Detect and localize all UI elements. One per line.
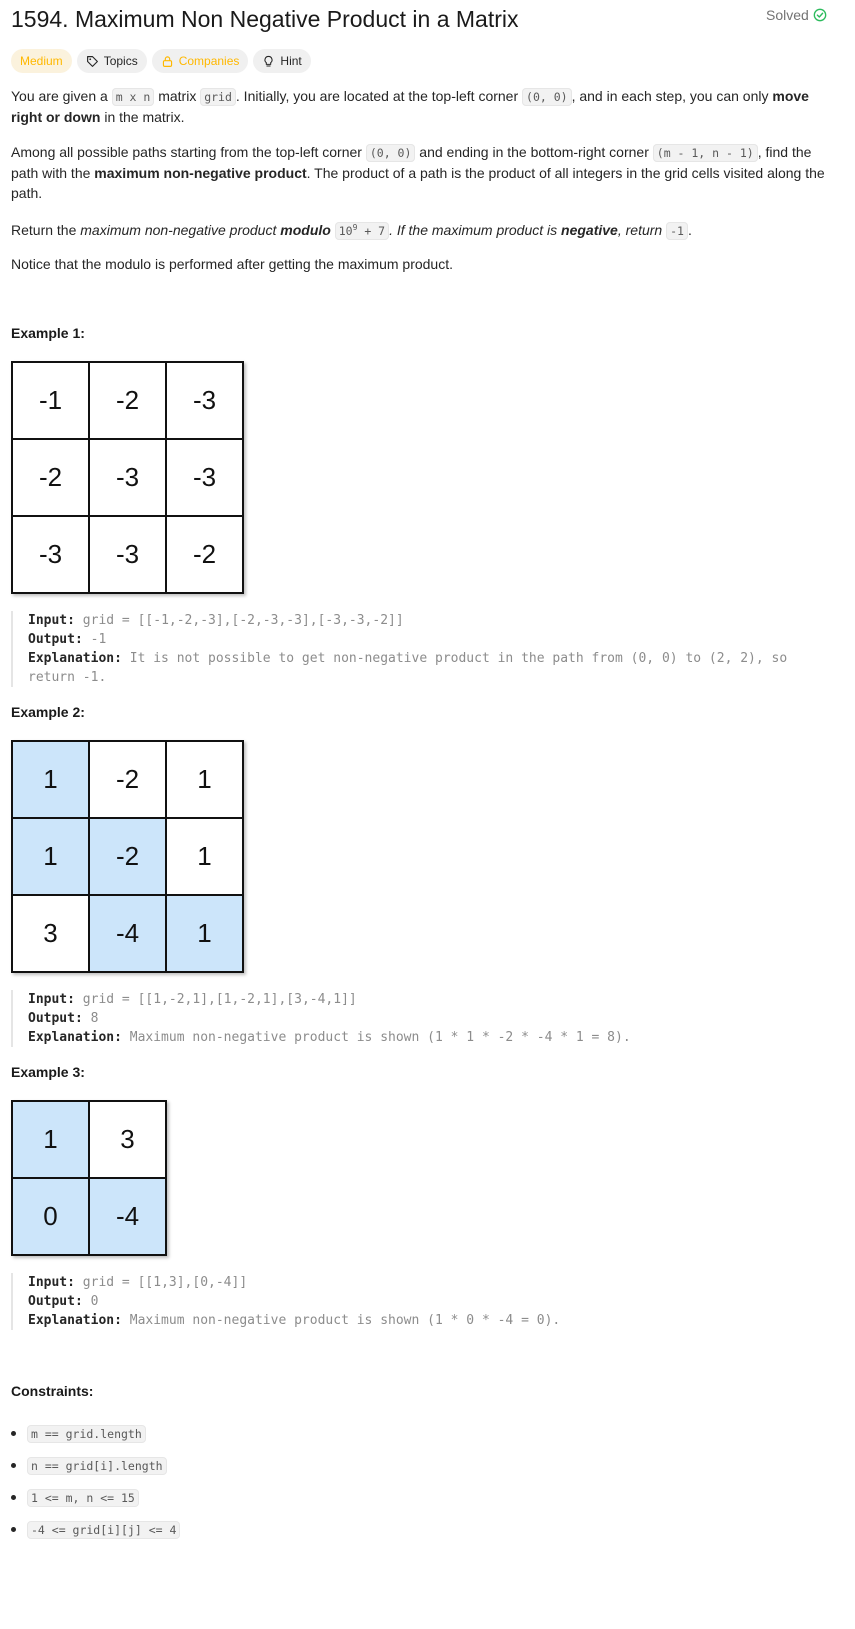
grid-row — [12, 439, 243, 516]
code-part: + 7 — [357, 223, 386, 238]
grid-cell: -1 — [12, 362, 89, 439]
hint-label: Hint — [280, 54, 302, 68]
explanation-label: Explanation: — [28, 651, 122, 666]
constraint-item — [11, 1514, 180, 1546]
grid-cell: 1 — [12, 1101, 89, 1178]
example-1-block — [11, 611, 811, 687]
constraint-item — [11, 1450, 180, 1482]
grid-cell: -4 — [89, 1178, 166, 1255]
inline-code: -1 — [666, 222, 688, 240]
inline-code: (m - 1, n - 1) — [653, 144, 758, 162]
explanation-value: Maximum non-negative product is shown (1 * 1 * -2 * -4 * 1 = 8). — [129, 1030, 631, 1045]
grid-cell: -3 — [89, 516, 166, 593]
grid-cell: -2 — [166, 516, 243, 593]
input-value: grid = [[1,-2,1],[1,-2,1],[3,-4,1]] — [82, 992, 357, 1007]
constraint-code: -4 <= grid[i][j] <= 4 — [27, 1521, 180, 1539]
example-1-explanation — [28, 649, 811, 687]
grid-row — [12, 741, 243, 818]
text: and ending in the bottom-right corner — [415, 144, 653, 160]
explanation-value: Maximum non-negative product is shown (1 * 0 * -4 = 0). — [129, 1313, 561, 1328]
lightbulb-icon — [262, 55, 275, 68]
text: matrix — [154, 88, 201, 104]
input-value: grid = [[1,3],[0,-4]] — [82, 1275, 248, 1290]
grid-cell: -4 — [89, 895, 166, 972]
example-1-output — [28, 630, 811, 649]
inline-code: (0, 0) — [366, 144, 416, 162]
check-circle-icon — [813, 8, 827, 22]
italic-text: . If the maximum product is — [389, 221, 562, 238]
grid-row — [12, 895, 243, 972]
constraints-list — [11, 1418, 180, 1546]
solved-label: Solved — [766, 7, 809, 23]
explanation-label: Explanation: — [28, 1313, 122, 1328]
grid-cell: 0 — [12, 1178, 89, 1255]
description-paragraph-4: Notice that the modulo is performed after getting the maximum product. — [11, 256, 453, 272]
text: Among all possible paths starting from the top-left corner — [11, 144, 366, 160]
input-value: grid = [[-1,-2,-3],[-2,-3,-3],[-3,-3,-2]] — [82, 613, 404, 628]
problem-title: 1594. Maximum Non Negative Product in a Matrix — [11, 6, 519, 32]
grid-cell: -3 — [166, 439, 243, 516]
example-1-title: Example 1: — [11, 325, 85, 341]
explanation-label: Explanation: — [28, 1030, 122, 1045]
companies-label: Companies — [178, 54, 240, 68]
superscript: 9 — [352, 223, 358, 232]
example-3-block — [11, 1273, 811, 1330]
text: . — [687, 221, 692, 238]
constraints-title: Constraints: — [11, 1383, 94, 1399]
example-2-explanation — [28, 1028, 811, 1047]
example-3-output — [28, 1292, 811, 1311]
text: . The product of a path is the product of all integers in the grid cells visited along the path. — [11, 165, 825, 201]
example-2-input — [28, 990, 811, 1009]
constraint-item — [11, 1482, 180, 1514]
output-value: -1 — [90, 632, 107, 647]
description-paragraph-2 — [11, 142, 831, 203]
input-label: Input: — [28, 613, 75, 628]
output-value: 0 — [90, 1294, 99, 1309]
example-2-title: Example 2: — [11, 704, 85, 720]
inline-code: m x n — [112, 88, 155, 106]
grid-row — [12, 1101, 166, 1178]
hint-button[interactable] — [253, 49, 310, 73]
grid-cell: 1 — [166, 741, 243, 818]
constraint-code: 1 <= m, n <= 15 — [27, 1489, 139, 1507]
topics-label: Topics — [103, 54, 138, 68]
inline-code: grid — [200, 88, 236, 106]
bold-text: move right or down — [11, 88, 809, 125]
example-3-grid — [11, 1100, 167, 1256]
grid-cell: -2 — [89, 818, 166, 895]
explanation-value: It is not possible to get non-negative product in the path from (0, 0) to (2, 2), so return -1. — [28, 651, 788, 685]
output-label: Output: — [28, 1294, 83, 1309]
example-3-title: Example 3: — [11, 1064, 85, 1080]
grid-row — [12, 362, 243, 439]
grid-cell: 1 — [12, 741, 89, 818]
description-paragraph-3 — [11, 218, 831, 241]
italic-text: maximum non-negative product — [80, 221, 281, 238]
tag-icon — [86, 55, 99, 68]
example-1-grid — [11, 361, 244, 594]
inline-code: (0, 0) — [522, 88, 572, 106]
solved-status — [766, 7, 827, 23]
example-2-grid — [11, 740, 244, 973]
text: . Initially, you are located at the top-left corner — [235, 88, 523, 104]
constraint-code: m == grid.length — [27, 1425, 146, 1443]
text: , find the path with the — [11, 144, 812, 181]
companies-button[interactable] — [152, 49, 249, 73]
text: , and in each step, you can only — [571, 88, 773, 104]
bold-italic-text: negative — [561, 221, 618, 238]
bold-text: maximum non-negative product — [94, 165, 307, 181]
output-label: Output: — [28, 1011, 83, 1026]
description-paragraph-1 — [11, 86, 831, 127]
grid-row — [12, 516, 243, 593]
example-2-output — [28, 1009, 811, 1028]
grid-row — [12, 1178, 166, 1255]
difficulty-badge — [11, 49, 72, 73]
text: You are given a — [11, 88, 112, 104]
grid-cell: 1 — [166, 895, 243, 972]
example-1-input — [28, 611, 811, 630]
bold-italic-text: modulo — [280, 221, 331, 238]
output-label: Output: — [28, 632, 83, 647]
example-3-explanation — [28, 1311, 811, 1330]
constraint-item — [11, 1418, 180, 1450]
grid-row — [12, 818, 243, 895]
grid-cell: 3 — [12, 895, 89, 972]
lock-icon — [161, 55, 174, 68]
grid-cell: -2 — [12, 439, 89, 516]
tag-bar — [11, 49, 311, 73]
grid-cell: -3 — [12, 516, 89, 593]
input-label: Input: — [28, 1275, 75, 1290]
topics-button[interactable] — [77, 49, 147, 73]
example-3-input — [28, 1273, 811, 1292]
text: Return the — [11, 221, 81, 238]
output-value: 8 — [90, 1011, 99, 1026]
constraint-code: n == grid[i].length — [27, 1457, 167, 1475]
grid-cell: -3 — [166, 362, 243, 439]
grid-cell: 3 — [89, 1101, 166, 1178]
grid-cell: 1 — [166, 818, 243, 895]
grid-cell: -2 — [89, 362, 166, 439]
code-part: 10 — [338, 223, 353, 238]
example-2-block — [11, 990, 811, 1047]
text: in the matrix. — [100, 109, 185, 125]
italic-text: , return — [617, 221, 667, 238]
difficulty-label: Medium — [20, 54, 63, 68]
input-label: Input: — [28, 992, 75, 1007]
grid-cell: -2 — [89, 741, 166, 818]
grid-cell: 1 — [12, 818, 89, 895]
inline-code — [335, 222, 389, 240]
grid-cell: -3 — [89, 439, 166, 516]
